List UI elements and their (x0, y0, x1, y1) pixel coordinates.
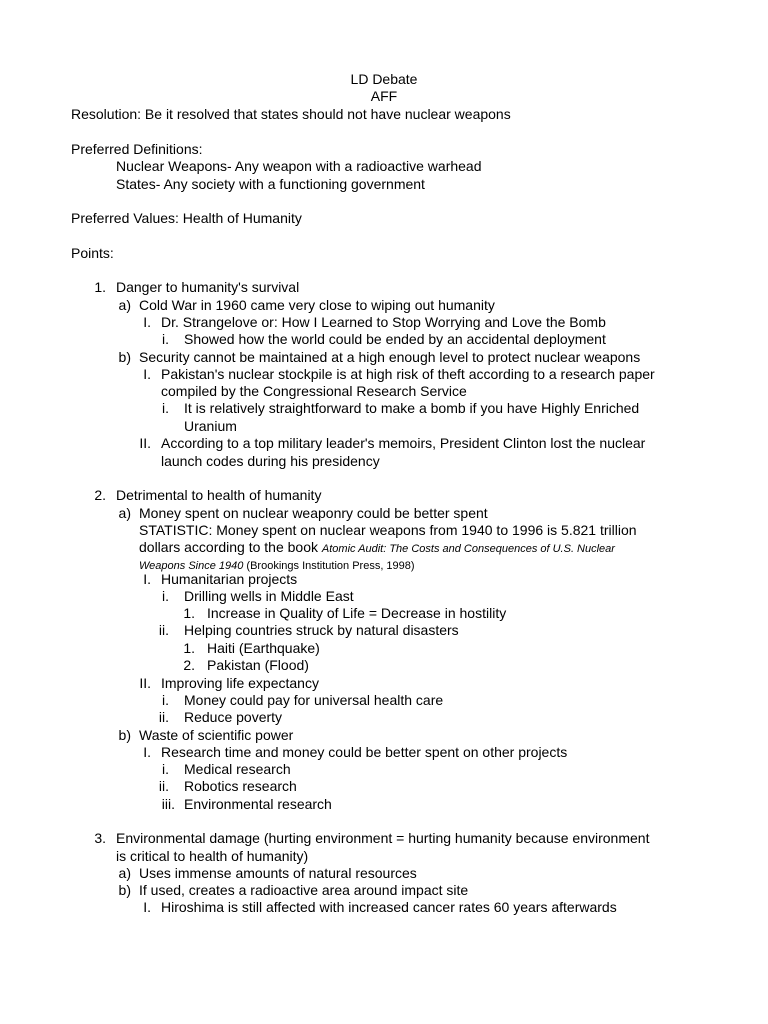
list-item: Waste of scientific power (139, 727, 294, 743)
list-marker: i. (162, 331, 169, 347)
list-item: According to a top military leader's memoirs, President Clinton lost the nuclear (161, 435, 646, 451)
list-item: Dr. Strangelove or: How I Learned to Stop Worrying and Love the Bomb (161, 314, 606, 330)
list-marker: a) (118, 505, 131, 521)
list-item: Uses immense amounts of natural resources (139, 865, 417, 881)
point-2-heading: Detrimental to health of humanity (116, 487, 322, 503)
list-item: Pakistan's nuclear stockpile is at high risk of theft according to a research paper (161, 366, 655, 382)
definitions-heading: Preferred Definitions: (71, 141, 203, 157)
list-marker: II. (139, 435, 151, 451)
list-marker: ii. (158, 778, 169, 794)
document-side: AFF (370, 88, 398, 104)
list-item-continuation: is critical to health of humanity) (116, 848, 309, 864)
list-item-continuation: compiled by the Congressional Research Service (161, 383, 467, 399)
book-title: Weapons Since 1940 (139, 560, 244, 572)
list-item: Humanitarian projects (161, 571, 298, 587)
statistic-text: dollars according to the book (139, 539, 322, 555)
list-marker: iii. (161, 796, 175, 812)
preferred-values: Preferred Values: Health of Humanity (71, 210, 302, 226)
list-item-continuation: Uranium (184, 418, 237, 434)
list-item: Pakistan (Flood) (207, 657, 309, 673)
list-item: If used, creates a radioactive area around impact site (139, 882, 469, 898)
list-item: Improving life expectancy (161, 675, 319, 691)
list-marker: b) (118, 727, 131, 743)
document-title: LD Debate (350, 71, 418, 87)
list-marker: 3. (94, 830, 106, 846)
list-marker: I. (143, 366, 151, 382)
list-item: Security cannot be maintained at a high enough level to protect nuclear weapons (139, 349, 641, 365)
point-3-heading: Environmental damage (hurting environment = hurting humanity because environment (116, 830, 650, 846)
list-marker: 1. (183, 640, 195, 656)
statistic-text: STATISTIC: Money spent on nuclear weapons from 1940 to 1996 is 5.821 trillion (139, 522, 637, 538)
list-marker: II. (139, 675, 151, 691)
list-marker: b) (118, 882, 131, 898)
list-marker: 2. (183, 657, 195, 673)
list-item-continuation: launch codes during his presidency (161, 453, 380, 469)
list-marker: a) (118, 865, 131, 881)
list-item: Helping countries struck by natural disasters (184, 622, 459, 638)
definition-nuclear-weapons: Nuclear Weapons- Any weapon with a radioactive warhead (116, 158, 482, 174)
book-title: Atomic Audit: The Costs and Consequences of U.S. Nuclear (321, 543, 615, 555)
list-marker: b) (118, 349, 131, 365)
list-marker: I. (143, 314, 151, 330)
points-heading: Points: (71, 245, 114, 261)
list-item: Medical research (184, 761, 291, 777)
list-item: Showed how the world could be ended by an accidental deployment (184, 331, 606, 347)
list-marker: a) (118, 297, 131, 313)
publisher: (Brookings Institution Press, 1998) (243, 560, 415, 572)
list-marker: i. (162, 692, 169, 708)
list-item: Drilling wells in Middle East (184, 588, 354, 604)
list-item: Money could pay for universal health care (184, 692, 444, 708)
list-marker: 2. (94, 487, 106, 503)
list-item: Increase in Quality of Life = Decrease in hostility (207, 605, 507, 621)
list-item: It is relatively straightforward to make a bomb if you have Highly Enriched (184, 400, 640, 416)
list-item: Hiroshima is still affected with increased cancer rates 60 years afterwards (161, 899, 617, 915)
list-marker: i. (162, 400, 169, 416)
list-item: Money spent on nuclear weaponry could be better spent (139, 505, 488, 521)
list-marker: I. (143, 744, 151, 760)
list-item: Cold War in 1960 came very close to wiping out humanity (139, 297, 495, 313)
list-marker: 1. (94, 279, 106, 295)
list-marker: ii. (158, 709, 169, 725)
list-item: Environmental research (184, 796, 332, 812)
list-marker: 1. (183, 605, 195, 621)
list-marker: i. (162, 761, 169, 777)
list-item: Reduce poverty (184, 709, 283, 725)
list-item: Haiti (Earthquake) (207, 640, 320, 656)
point-1-heading: Danger to humanity's survival (116, 279, 300, 295)
list-marker: I. (143, 571, 151, 587)
resolution: Resolution: Be it resolved that states should not have nuclear weapons (71, 106, 511, 122)
list-marker: ii. (158, 622, 169, 638)
list-item: Research time and money could be better spent on other projects (161, 744, 568, 760)
list-item: Robotics research (184, 778, 297, 794)
list-marker: i. (162, 588, 169, 604)
definition-states: States- Any society with a functioning government (116, 176, 425, 192)
list-marker: I. (143, 899, 151, 915)
